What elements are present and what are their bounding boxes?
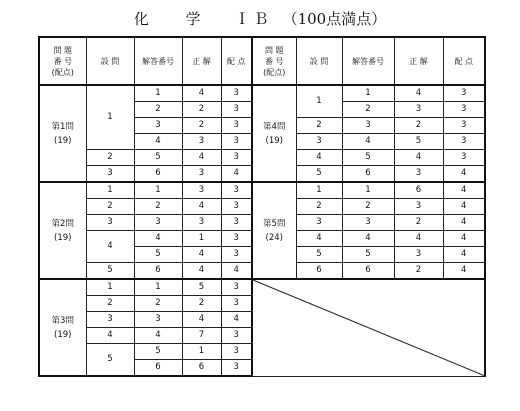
answer-no: 1 bbox=[134, 279, 182, 296]
table-row bbox=[39, 279, 485, 296]
blank-area bbox=[252, 279, 485, 376]
score: 3 bbox=[221, 102, 252, 118]
question-number: 第5問 bbox=[263, 218, 286, 229]
header-item: 設 問 bbox=[86, 37, 134, 85]
header-question bbox=[39, 37, 86, 85]
correct-answer: 1 bbox=[182, 231, 221, 247]
score: 4 bbox=[443, 182, 485, 199]
score: 4 bbox=[443, 247, 485, 263]
item-number: 1 bbox=[86, 85, 134, 150]
answer-no: 3 bbox=[134, 312, 182, 328]
score: 3 bbox=[221, 247, 252, 263]
score: 4 bbox=[443, 231, 485, 247]
answer-no: 6 bbox=[342, 263, 394, 280]
answer-no: 6 bbox=[134, 360, 182, 377]
header-row bbox=[39, 37, 485, 85]
score: 4 bbox=[443, 199, 485, 215]
correct-answer: 7 bbox=[182, 328, 221, 344]
correct-answer: 4 bbox=[394, 85, 443, 102]
answer-no: 5 bbox=[134, 247, 182, 263]
header-score: 配 点 bbox=[221, 37, 252, 85]
item-number: 5 bbox=[86, 344, 134, 377]
correct-answer: 5 bbox=[182, 279, 221, 296]
question-number: 第1問 bbox=[51, 121, 74, 132]
header-question-line: 問 題 bbox=[264, 45, 284, 55]
correct-answer: 3 bbox=[394, 166, 443, 183]
item-number: 3 bbox=[296, 134, 342, 150]
header-answer-no: 解答番号 bbox=[342, 37, 394, 85]
table-row bbox=[39, 85, 485, 102]
answer-no: 5 bbox=[134, 344, 182, 360]
answer-no: 4 bbox=[134, 134, 182, 150]
answer-no: 2 bbox=[342, 102, 394, 118]
answer-no: 2 bbox=[342, 199, 394, 215]
correct-answer: 1 bbox=[182, 344, 221, 360]
header-correct: 正 解 bbox=[182, 37, 221, 85]
score: 3 bbox=[221, 279, 252, 296]
header-item: 設 問 bbox=[296, 37, 342, 85]
page-title bbox=[0, 8, 520, 29]
answer-no: 1 bbox=[134, 182, 182, 199]
score: 4 bbox=[221, 166, 252, 183]
question-points: (19) bbox=[54, 232, 72, 243]
question-points: (19) bbox=[54, 135, 72, 146]
item-number: 3 bbox=[86, 312, 134, 328]
item-number: 1 bbox=[86, 182, 134, 199]
table-row bbox=[39, 182, 485, 199]
score: 3 bbox=[221, 215, 252, 231]
correct-answer: 4 bbox=[182, 199, 221, 215]
correct-answer: 4 bbox=[394, 231, 443, 247]
correct-answer: 4 bbox=[394, 150, 443, 166]
correct-answer: 4 bbox=[182, 247, 221, 263]
item-number: 5 bbox=[86, 263, 134, 280]
question-number: 第3問 bbox=[51, 315, 74, 326]
header-question-line: (配点) bbox=[263, 67, 286, 77]
answer-no: 3 bbox=[342, 118, 394, 134]
score: 3 bbox=[221, 344, 252, 360]
correct-answer: 4 bbox=[182, 150, 221, 166]
answer-no: 6 bbox=[342, 166, 394, 183]
correct-answer: 3 bbox=[182, 134, 221, 150]
item-number: 1 bbox=[296, 182, 342, 199]
score: 3 bbox=[221, 328, 252, 344]
answer-no: 1 bbox=[342, 85, 394, 102]
correct-answer: 5 bbox=[394, 134, 443, 150]
item-number: 5 bbox=[296, 247, 342, 263]
item-number: 2 bbox=[86, 296, 134, 312]
answer-no: 4 bbox=[342, 231, 394, 247]
header-answer-no: 解答番号 bbox=[134, 37, 182, 85]
score: 3 bbox=[221, 134, 252, 150]
subject-code: ＩＢ bbox=[234, 10, 273, 28]
header-question bbox=[252, 37, 296, 85]
item-number: 1 bbox=[86, 279, 134, 296]
answer-no: 3 bbox=[342, 215, 394, 231]
question-number: 第4問 bbox=[263, 121, 286, 132]
answer-no: 5 bbox=[342, 150, 394, 166]
header-question-line: 問 題 bbox=[53, 45, 73, 55]
header-correct: 正 解 bbox=[394, 37, 443, 85]
answer-no: 1 bbox=[134, 85, 182, 102]
subject-label: 化 学 bbox=[133, 10, 217, 28]
answer-table bbox=[38, 36, 486, 377]
item-number: 3 bbox=[296, 215, 342, 231]
item-number: 3 bbox=[86, 166, 134, 183]
score: 3 bbox=[443, 134, 485, 150]
correct-answer: 3 bbox=[182, 182, 221, 199]
header-score: 配 点 bbox=[443, 37, 485, 85]
score: 3 bbox=[221, 150, 252, 166]
answer-no: 2 bbox=[134, 199, 182, 215]
question-points: (24) bbox=[265, 232, 283, 243]
question-label bbox=[39, 85, 86, 182]
score: 3 bbox=[221, 296, 252, 312]
item-number: 4 bbox=[86, 231, 134, 263]
answer-no: 3 bbox=[134, 118, 182, 134]
item-number: 4 bbox=[86, 328, 134, 344]
correct-answer: 2 bbox=[182, 296, 221, 312]
score: 3 bbox=[443, 85, 485, 102]
score: 4 bbox=[443, 215, 485, 231]
correct-answer: 6 bbox=[394, 182, 443, 199]
total-points: （100点満点） bbox=[282, 10, 387, 28]
correct-answer: 3 bbox=[394, 199, 443, 215]
score: 3 bbox=[221, 182, 252, 199]
answer-no: 3 bbox=[134, 215, 182, 231]
item-number: 1 bbox=[296, 85, 342, 118]
score: 3 bbox=[221, 85, 252, 102]
correct-answer: 4 bbox=[182, 263, 221, 280]
correct-answer: 2 bbox=[394, 263, 443, 280]
item-number: 5 bbox=[296, 166, 342, 183]
answer-no: 2 bbox=[134, 102, 182, 118]
correct-answer: 2 bbox=[394, 215, 443, 231]
item-number: 4 bbox=[296, 150, 342, 166]
answer-table-wrap bbox=[38, 36, 486, 377]
score: 4 bbox=[221, 263, 252, 280]
question-number: 第2問 bbox=[51, 218, 74, 229]
correct-answer: 3 bbox=[182, 166, 221, 183]
score: 3 bbox=[221, 118, 252, 134]
answer-no: 5 bbox=[134, 150, 182, 166]
score: 3 bbox=[221, 360, 252, 377]
item-number: 4 bbox=[296, 231, 342, 247]
correct-answer: 2 bbox=[182, 118, 221, 134]
score: 3 bbox=[443, 102, 485, 118]
header-question-line: (配点) bbox=[51, 67, 74, 77]
item-number: 2 bbox=[86, 150, 134, 166]
answer-no: 4 bbox=[342, 134, 394, 150]
answer-no: 5 bbox=[342, 247, 394, 263]
correct-answer: 3 bbox=[182, 215, 221, 231]
question-label bbox=[39, 182, 86, 279]
diagonal-strike bbox=[253, 280, 484, 376]
correct-answer: 4 bbox=[182, 85, 221, 102]
score: 4 bbox=[443, 166, 485, 183]
answer-no: 1 bbox=[342, 182, 394, 199]
score: 3 bbox=[221, 199, 252, 215]
correct-answer: 2 bbox=[394, 118, 443, 134]
correct-answer: 3 bbox=[394, 247, 443, 263]
score: 3 bbox=[221, 231, 252, 247]
score: 4 bbox=[221, 312, 252, 328]
answer-no: 4 bbox=[134, 231, 182, 247]
header-question-line: 番 号 bbox=[264, 56, 284, 66]
answer-no: 6 bbox=[134, 263, 182, 280]
answer-no: 4 bbox=[134, 328, 182, 344]
header-question-line: 番 号 bbox=[53, 56, 73, 66]
correct-answer: 3 bbox=[394, 102, 443, 118]
question-points: (19) bbox=[265, 135, 283, 146]
score: 3 bbox=[443, 150, 485, 166]
score: 4 bbox=[443, 263, 485, 280]
answer-no: 2 bbox=[134, 296, 182, 312]
item-number: 6 bbox=[296, 263, 342, 280]
item-number: 2 bbox=[296, 199, 342, 215]
question-points: (19) bbox=[54, 329, 72, 340]
item-number: 3 bbox=[86, 215, 134, 231]
item-number: 2 bbox=[296, 118, 342, 134]
question-label bbox=[39, 279, 86, 376]
correct-answer: 2 bbox=[182, 102, 221, 118]
question-label bbox=[252, 85, 296, 182]
item-number: 2 bbox=[86, 199, 134, 215]
correct-answer: 4 bbox=[182, 312, 221, 328]
answer-no: 6 bbox=[134, 166, 182, 183]
correct-answer: 6 bbox=[182, 360, 221, 377]
score: 3 bbox=[443, 118, 485, 134]
question-label bbox=[252, 182, 296, 279]
